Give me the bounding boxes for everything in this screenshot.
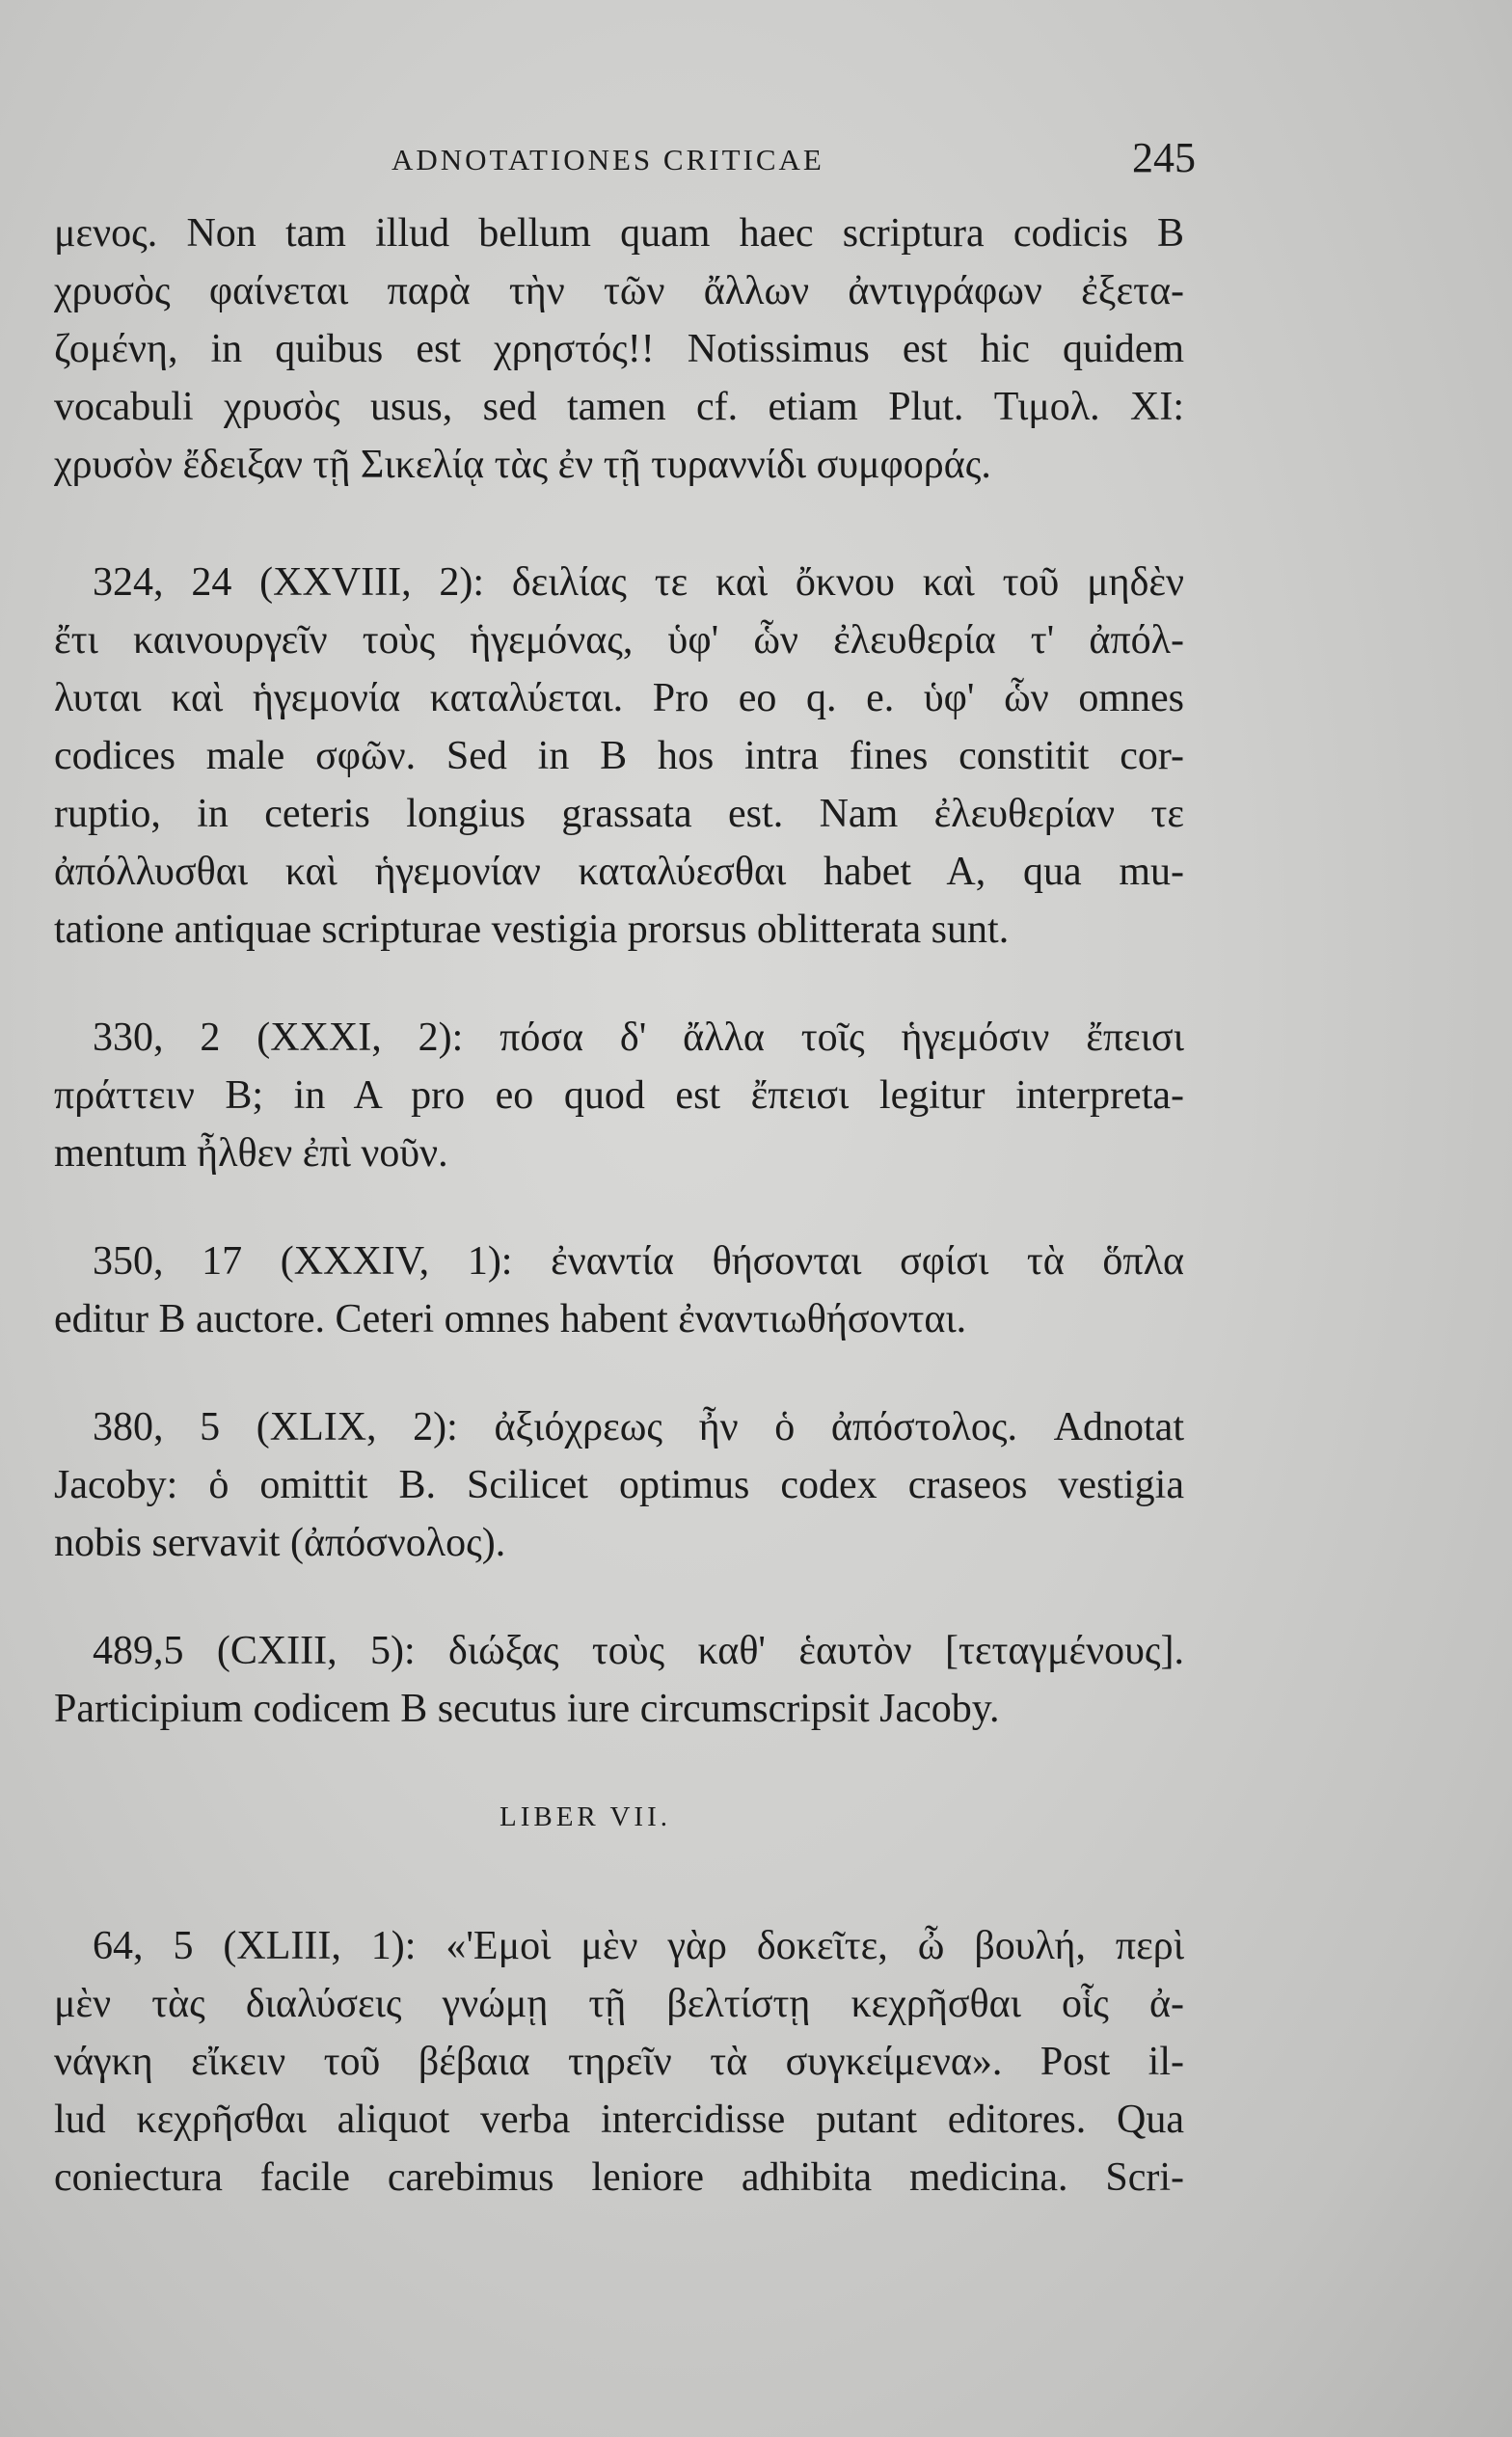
text-line: ruptio, in ceteris longius grassata est. Nam ἐλευθερίαν τε	[54, 792, 1184, 836]
paragraph	[54, 204, 1184, 494]
page-header	[58, 133, 1203, 191]
paragraph	[54, 1232, 1184, 1348]
paragraph	[54, 1009, 1184, 1182]
text-line: mentum ἦλθεν ἐπὶ νοῦν.	[54, 1131, 448, 1176]
running-head: ADNOTATIONES CRITICAE	[392, 143, 824, 176]
text-line: λυται καὶ ἡγεμονία καταλύεται. Pro eo q. e. ὑφ' ὧν omnes	[54, 676, 1184, 720]
text-line: χρυσὸς φαίνεται παρὰ τὴν τῶν ἄλλων ἀντιγράφων ἐξετα-	[54, 269, 1184, 313]
text-line: nobis servavit (ἀπόσνολος).	[54, 1521, 506, 1565]
text-line: editur B auctore. Ceteri omnes habent ἐναντιωθήσονται.	[54, 1297, 967, 1341]
text-line: coniectura facile carebimus leniore adhibita medicina. Scri-	[54, 2155, 1184, 2200]
text-line: 350, 17 (XXXIV, 1): ἐναντία θήσονται σφίσι τὰ ὅπλα	[93, 1239, 1184, 1284]
text-line: χρυσὸν ἔδειξαν τῇ Σικελίᾳ τὰς ἐν τῇ τυραννίδι συμφοράς.	[54, 443, 991, 487]
text-line: πράττειν B; in A pro eo quod est ἔπεισι legitur interpreta-	[54, 1073, 1184, 1118]
text-line: 489,5 (CXIII, 5): διώξας τοὺς καθ' ἑαυτὸν [τεταγμένους].	[93, 1629, 1184, 1673]
text-line: Jacoby: ὁ omittit B. Scilicet optimus codex craseos vestigia	[54, 1463, 1184, 1507]
text-line: vocabuli χρυσὸς usus, sed tamen cf. etiam Plut. Τιμολ. XI:	[54, 385, 1184, 429]
text-line: 324, 24 (XXVIII, 2): δειλίας τε καὶ ὄκνου καὶ τοῦ μηδὲν	[93, 560, 1184, 605]
text-line: ζομένη, in quibus est χρηστός!! Notissimus est hic quidem	[54, 327, 1184, 371]
paragraph	[54, 1917, 1184, 2207]
page-number: 245	[1132, 134, 1196, 181]
text-line: ἀπόλλυσθαι καὶ ἡγεμονίαν καταλύεσθαι habet A, qua mu-	[54, 850, 1184, 894]
text-line: νάγκη εἴκειν τοῦ βέβαια τηρεῖν τὰ συγκείμενα». Post il-	[54, 2040, 1184, 2084]
text-line: μενος. Non tam illud bellum quam haec scriptura codicis B	[54, 211, 1184, 256]
text-line: μὲν τὰς διαλύσεις γνώμῃ τῇ βελτίστῃ κεχρῆσθαι οἷς ἀ-	[54, 1982, 1184, 2026]
text-line: 64, 5 (XLIII, 1): «'Εμοὶ μὲν γὰρ δοκεῖτε, ὦ βουλή, περὶ	[93, 1924, 1184, 1968]
text-line: 330, 2 (XXXI, 2): πόσα δ' ἄλλα τοῖς ἡγεμόσιν ἔπεισι	[93, 1015, 1184, 1060]
text-line: 380, 5 (XLIX, 2): ἀξιόχρεως ἦν ὁ ἀπόστολος. Adnotat	[93, 1405, 1184, 1449]
body-text	[54, 204, 1184, 2257]
text-line: tatione antiquae scripturae vestigia prorsus oblitterata sunt.	[54, 907, 1010, 952]
paragraph	[54, 1398, 1184, 1572]
text-line: lud κεχρῆσθαι aliquot verba intercidisse putant editores. Qua	[54, 2098, 1184, 2142]
text-line: Participium codicem B secutus iure circumscripsit Jacoby.	[54, 1687, 1000, 1731]
text-line: ἔτι καινουργεῖν τοὺς ἡγεμόνας, ὑφ' ὧν ἐλευθερία τ' ἀπόλ-	[54, 618, 1184, 663]
paragraph	[54, 554, 1184, 959]
section-title: LIBER VII.	[499, 1801, 671, 1832]
text-line: codices male σφῶν. Sed in B hos intra fines constitit cor-	[54, 734, 1184, 778]
paragraph	[54, 1622, 1184, 1738]
